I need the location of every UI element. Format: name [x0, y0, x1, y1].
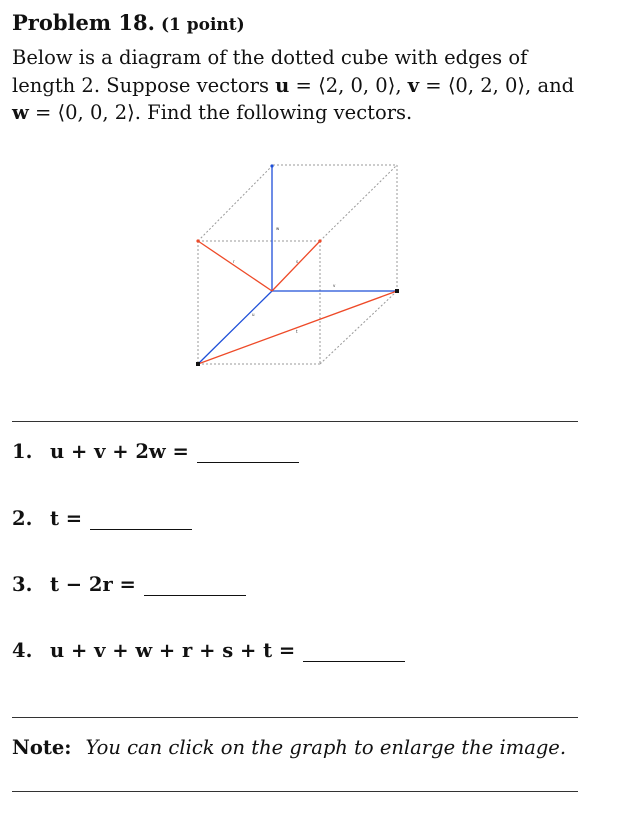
question-2: [12, 507, 192, 530]
label-u: u: [252, 312, 255, 317]
statement-line-1: Below is a diagram of the dotted cube with edges of: [12, 46, 528, 69]
vector-s-line: [272, 241, 320, 291]
statement-line-3: w = ⟨0, 0, 2⟩. Find the following vectors.: [12, 101, 413, 124]
vector-w-symbol: w: [12, 101, 29, 124]
question-1-expression: u + v + 2w =: [50, 440, 189, 463]
label-w: w: [276, 226, 280, 231]
note-text: You can click on the graph to enlarge the image.: [85, 736, 567, 759]
question-3-expression: t − 2r =: [50, 573, 136, 596]
problem-number: Problem 18.: [12, 10, 155, 35]
note: [12, 736, 566, 759]
problem-points: (1 point): [160, 15, 245, 35]
question-2-number: 2.: [12, 507, 33, 530]
divider-top: [12, 421, 578, 422]
answer-2-input[interactable]: [90, 507, 192, 530]
divider-bottom: [12, 791, 578, 792]
vector-r-line: [198, 241, 272, 291]
question-2-expression: t =: [50, 507, 83, 530]
vector-u-symbol: u: [275, 73, 290, 97]
label-s: s: [296, 259, 299, 264]
answer-4-input[interactable]: [303, 639, 405, 662]
question-3-number: 3.: [12, 573, 33, 596]
question-1: [12, 440, 299, 463]
answer-3-input[interactable]: [144, 573, 246, 596]
note-label: Note:: [12, 736, 72, 759]
arrowhead-r: [196, 239, 199, 242]
label-r: r: [233, 259, 235, 264]
arrowhead-v: [395, 289, 399, 293]
divider-middle: [12, 717, 578, 718]
arrowhead-u: [196, 362, 200, 366]
arrowhead-w: [270, 164, 273, 167]
question-3: [12, 573, 246, 596]
vector-t-line: [198, 291, 397, 364]
answer-1-input[interactable]: [197, 440, 299, 463]
label-v: v: [333, 283, 336, 288]
statement-line-2: length 2. Suppose vectors u = ⟨2, 0, 0⟩, v = ⟨0, 2, 0⟩, and: [12, 73, 575, 97]
vector-v-symbol: v: [407, 73, 420, 97]
question-4-number: 4.: [12, 639, 33, 662]
arrowhead-s: [318, 239, 321, 242]
vector-u-line: [198, 291, 272, 364]
question-1-number: 1.: [12, 440, 33, 463]
question-4-expression: u + v + w + r + s + t =: [50, 639, 296, 662]
label-t: t: [296, 329, 298, 334]
question-4: [12, 639, 405, 662]
